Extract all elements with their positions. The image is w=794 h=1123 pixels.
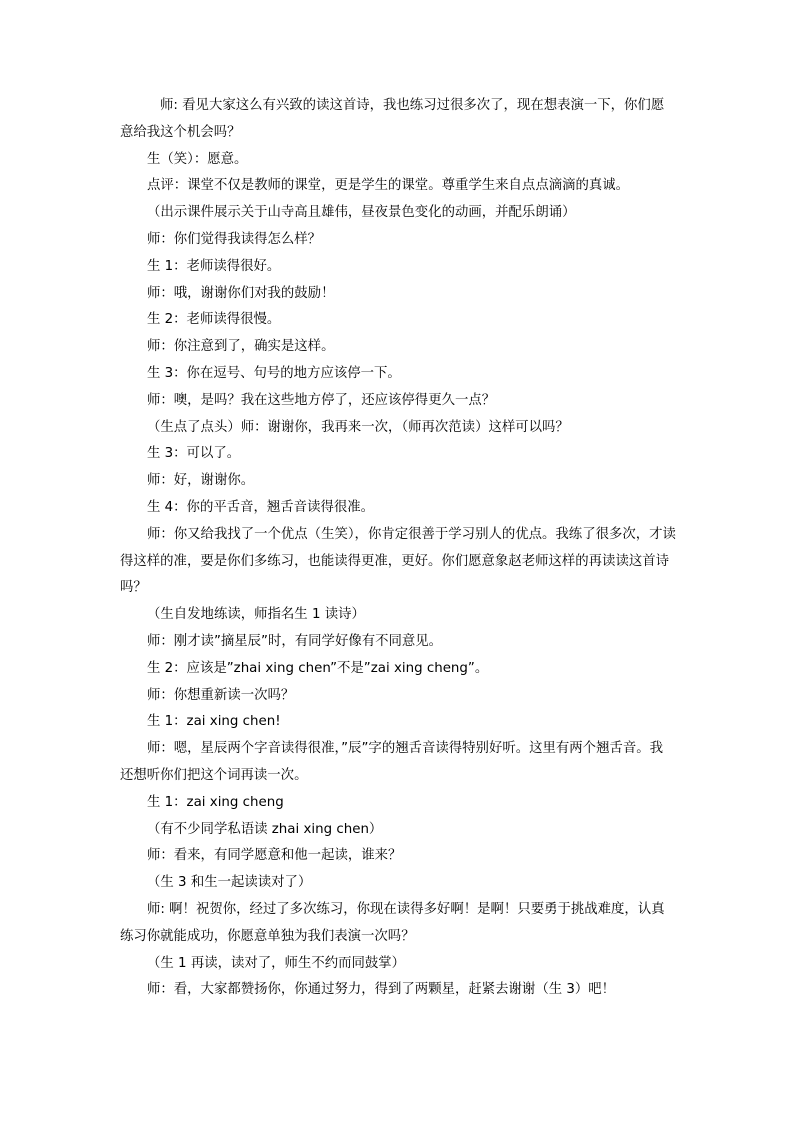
paragraph-25: 师：看来，有同学愿意和他一起读，谁来？ <box>147 848 402 864</box>
paragraph-7: 师：哦，谢谢你们对我的鼓励！ <box>147 285 335 301</box>
paragraph-2: 生（笑）：愿意。 <box>147 151 248 167</box>
paragraph-14: 师：好，谢谢你。 <box>147 473 255 489</box>
paragraph-22: 师：嗯，星辰两个字音读得很准，”辰”字的翘舌音读得特别好听。这里有两个翘舌音。我还想听你们把这个词再读一次。 <box>120 741 664 783</box>
paragraph-23: 生 1：zai xing cheng <box>147 794 284 810</box>
paragraph-8: 生 2：老师读得很慢。 <box>147 312 281 328</box>
paragraph-29: 师：看，大家都赞扬你，你通过努力，得到了两颗星，赶紧去谢谢（生 3）吧！ <box>147 982 616 998</box>
paragraph-17: （生自发地练读，师指名生 1 读诗） <box>147 607 365 623</box>
paragraph-4: （出示课件展示关于山寺高且雄伟，昼夜景色变化的动画，并配乐朗诵） <box>147 205 576 221</box>
paragraph-27: 师: 啊！祝贺你，经过了多次练习，你现在读得多好啊！是啊！只要勇于挑战难度，认真练习你就能成功，你愿意单独为我们表演一次吗？ <box>120 901 665 944</box>
paragraph-11: 师：噢，是吗？我在这些地方停了，还应该停得更久一点？ <box>147 392 496 408</box>
paragraph-12: （生点了点头）师：谢谢你，我再来一次，（师再次范读）这样可以吗？ <box>147 419 569 435</box>
paragraph-15: 生 4：你的平舌音，翘舌音读得很准。 <box>147 499 375 515</box>
document-page <box>120 93 676 1004</box>
paragraph-20: 师：你想重新读一次吗？ <box>147 687 295 703</box>
paragraph-24: （有不少同学私语读 zhai xing chen） <box>147 821 383 837</box>
paragraph-16: 师：你又给我找了一个优点（生笑），你肯定很善于学习别人的优点。我练了很多次，才读得这样的准，要是你们多练习，也能读得更准，更好。你们愿意象赵老师这样的再读读这首诗吗？ <box>120 526 676 596</box>
paragraph-10: 生 3：你在逗号、句号的地方应该停一下。 <box>147 365 401 381</box>
paragraph-19: 生 2：应该是”zhai xing chen”不是”zai xing cheng”。 <box>147 660 489 676</box>
paragraph-6: 生 1：老师读得很好。 <box>147 258 281 274</box>
paragraph-26: （生 3 和生一起读读对了） <box>147 875 312 891</box>
paragraph-5: 师：你们觉得我读得怎么样？ <box>147 231 322 247</box>
paragraph-28: （生 1 再读，读对了，师生不约而同鼓掌） <box>147 955 406 971</box>
paragraph-13: 生 3：可以了。 <box>147 446 241 462</box>
paragraph-3: 点评：课堂不仅是教师的课堂，更是学生的课堂。尊重学生来自点点滴滴的真诚。 <box>147 178 630 194</box>
paragraph-9: 师：你注意到了，确实是这样。 <box>147 339 335 355</box>
paragraph-21: 生 1：zai xing chen! <box>147 714 281 730</box>
paragraph-1: 师: 看见大家这么有兴致的读这首诗，我也练习过很多次了，现在想表演一下，你们愿意给我这个机会吗？ <box>120 98 665 140</box>
paragraph-18: 师：刚才读”摘星辰”时，有同学好像有不同意见。 <box>147 633 443 649</box>
